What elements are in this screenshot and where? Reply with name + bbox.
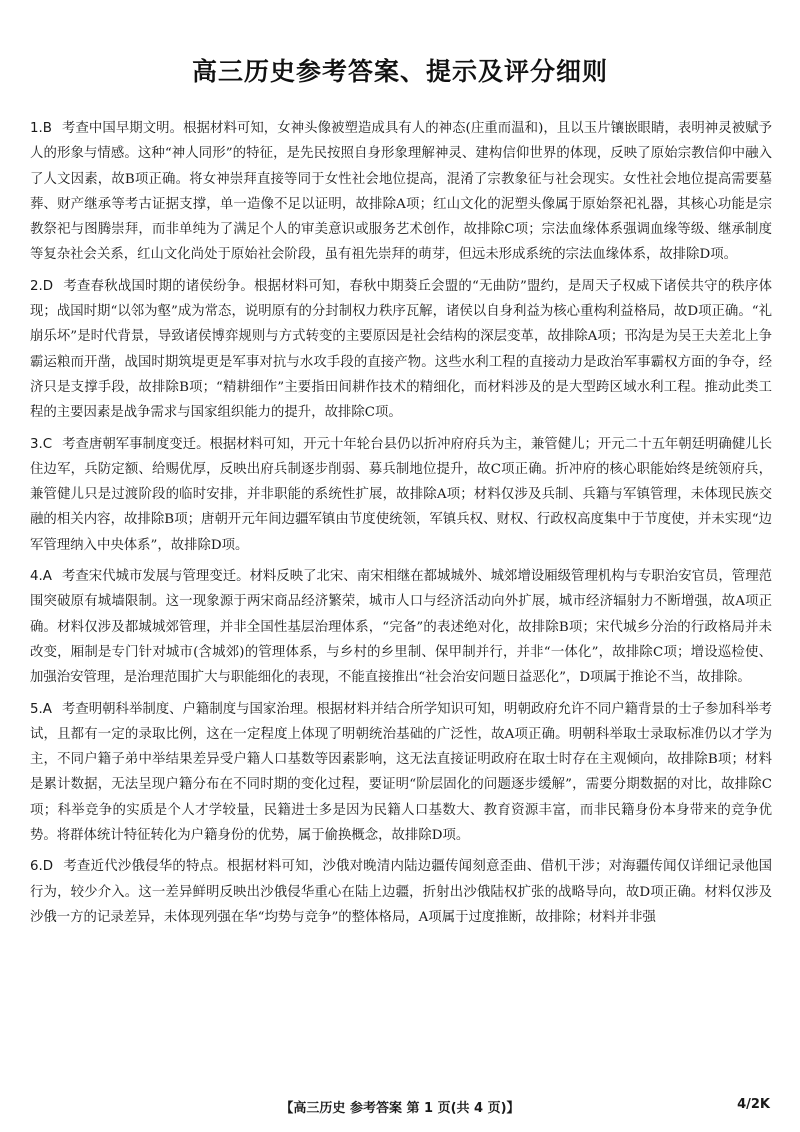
explanation-text: 考查唐朝军事制度变迁。根据材料可知，开元十年轮台县仍以折冲府府兵为主，兼管健儿；开元二十五年朝廷明确健儿长住边军，兵防定额、给赐优厚，反映出府兵制逐步削弱、募兵制地位提升，故C项正确。折冲府的核心职能始终是统领府兵，兼管健儿只是过渡阶段的临时安排，并非职能的系统性扩展，故排除A项；材料仅涉及兵制、兵籍与军镇管理，未体现民族交融的相关内容，故排除B项；唐朝开元年间边疆军镇由节度使统领，军镇兵权、财权、行政权高度集中于节度使，并未实现“边军管理纳入中央体系”，故排除D项。 [30, 436, 772, 553]
question-number: 3. [30, 436, 43, 452]
answer-letter: B [42, 121, 52, 136]
answer-letter: C [42, 436, 53, 452]
answer-item-3 [30, 432, 772, 558]
answer-item-6 [30, 854, 772, 930]
footer-page-info: 【高三历史 参考答案 第 1 页(共 4 页)】 [280, 1101, 520, 1116]
explanation-text: 考查明朝科举制度、户籍制度与国家治理。根据材料并结合所学知识可知，明朝政府允许不同户籍背景的士子参加科举考试，且都有一定的录取比例，这在一定程度上体现了明朝统治基础的广泛性，故A项正确。明朝科举取士录取标准仍以才学为主，不同户籍子弟中举结果差异受户籍人口基数等因素影响，这无法直接证明政府在取士时存在主观倾向，故排除B项；材料是累计数据，无法呈现户籍分布在不同时期的变化过程，要证明“阶层固化的问题逐步缓解”，需要分期数据的对比，故排除C项；科举竞争的实质是个人才学较量，民籍进士多是因为民籍人口基数大、教育资源丰富，而非民籍身份本身带来的竞争优势。将群体统计特征转化为户籍身份的优势，属于偷换概念，故排除D项。 [30, 701, 772, 844]
page-footer [0, 1097, 800, 1121]
answer-letter: D [42, 859, 54, 875]
answer-list [30, 116, 772, 936]
answer-letter: A [42, 569, 52, 585]
footer-code: 4/2K [737, 1097, 770, 1112]
answer-item-4 [30, 564, 772, 690]
question-number: 5. [30, 701, 43, 717]
explanation-text: 考查宋代城市发展与管理变迁。材料反映了北宋、南宋相继在都城城外、城郊增设厢级管理机构与专职治安官员，管理范围突破原有城墙限制。这一现象源于两宋商品经济繁荣，城市人口与经济活动向外扩展，城市经济辐射力不断增强，故A项正确。材料仅涉及都城城郊管理，并非全国性基层治理体系，“完备”的表述绝对化，故排除B项；宋代城乡分治的行政格局并未改变，厢制是专门针对城市(含城郊)的管理体系，与乡村的乡里制、保甲制并行，并非“一体化”，故排除C项；增设巡检使、加强治安管理，是治理范围扩大与职能细化的表现，不能直接推出“社会治安问题日益恶化”，D项属于推论不当，故排除。 [30, 569, 772, 686]
explanation-text: 考查春秋战国时期的诸侯纷争。根据材料可知，春秋中期葵丘会盟的“无曲防”盟约，是周天子权威下诸侯共守的秩序体现；战国时期“以邻为壑”成为常态，说明原有的分封制权力秩序瓦解，诸侯以自身利益为核心重构利益格局，故D项正确。“礼崩乐坏”是时代背景，导致诸侯博弈规则与方式转变的主要原因是社会结构的深层变革，故排除A项；邗沟是为吴王夫差北上争霸运粮而开凿，战国时期筑堤更是军事对抗与水攻手段的直接产物。这些水利工程的直接动力是政治军事霸权方面的争夺，经济只是支撑手段，故排除B项；“精耕细作”主要指田间耕作技术的精细化，而材料涉及的是大型跨区域水利工程。推动此类工程的主要因素是战争需求与国家组织能力的提升，故排除C项。 [30, 278, 772, 421]
question-number: 2. [30, 278, 43, 294]
explanation-text: 考查中国早期文明。根据材料可知，女神头像被塑造成具有人的神态(庄重而温和)，且以玉片镶嵌眼睛，表明神灵被赋予人的形象与情感。这种“神人同形”的特征，是先民按照自身形象理解神灵、建构信仰世界的体现，反映了原始宗教信仰中融入了人文因素，故B项正确。将女神崇拜直接等同于女性社会地位提高，混淆了宗教象征与社会现实。女性社会地位提高需要墓葬、财产继承等考古证据支撑，单一造像不足以证明，故排除A项；红山文化的泥塑头像属于原始祭祀礼器，其核心功能是宗教祭祀与图腾崇拜，而非单纯为了满足个人的审美意识或服务艺术创作，故排除C项；宗法血缘体系强调血缘等级、继承制度等复杂社会关系，红山文化尚处于原始社会阶段，虽有祖先崇拜的萌芽，但远未形成系统的宗法血缘体系，故排除D项。 [30, 121, 772, 263]
answer-item-2 [30, 274, 772, 426]
answer-letter: A [42, 701, 52, 717]
answer-letter: D [42, 278, 54, 294]
answer-item-5 [30, 697, 772, 849]
question-number: 6. [30, 859, 43, 875]
answer-item-1 [30, 116, 772, 268]
explanation-text: 考查近代沙俄侵华的特点。根据材料可知，沙俄对晚清内陆边疆传闻刻意歪曲、借机干涉；对海疆传闻仅详细记录他国行为，较少介入。这一差异鲜明反映出沙俄侵华重心在陆上边疆，折射出沙俄陆权扩张的战略导向，故D项正确。材料仅涉及沙俄一方的记录差异，未体现列强在华“均势与竞争”的整体格局，A项属于过度推断，故排除；材料并非强 [30, 859, 772, 925]
question-number: 4. [30, 569, 43, 585]
question-number: 1. [30, 121, 43, 136]
page-title: 高三历史参考答案、提示及评分细则 [191, 57, 608, 86]
